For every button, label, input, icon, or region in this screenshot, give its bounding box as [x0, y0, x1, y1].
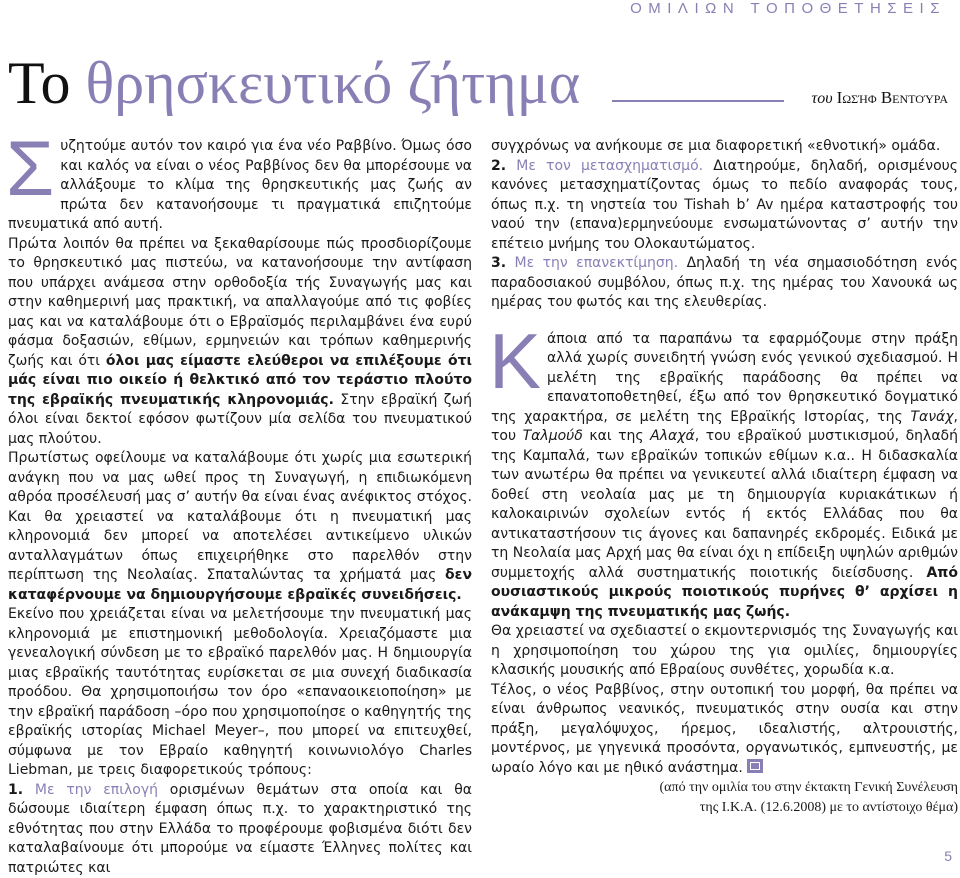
paragraph: συγχρόνως να ανήκουμε σε μια διαφορετική «εθνοτική» ομάδα.	[491, 137, 958, 157]
paragraph: Θα χρειαστεί να σχεδιαστεί ο εκμοντερνισμός της Συναγωγής και η χρησιμοποίηση του χώρου της για ομιλίες, δημιουργίες κλασικής μουσικής από Εβραίους συνθέτες, χορωδία κ.α.	[491, 622, 958, 681]
end-mark-icon	[747, 759, 763, 773]
paragraph: Κάποια από τα παραπάνω τα εφαρμόζουμε στην πράξη αλλά χωρίς συνειδητή γνώση ενός γενικού σχεδιασμού. Η μελέτη της εβραϊκής παράδοσης θα πρέπει να επανατοποθετηθεί, έξω από τον θρησκευτικό δογματικό της χαρακτήρα, σε μελέτη της Εβραϊκής Ιστορίας, της Τανάχ, του Ταλμούδ και της Αλαχά, του εβραϊκού μυστικισμού, δηλαδή της Καμπαλά, των εβραϊκών τοπικών εθίμων κ.α.. Η διδασκαλία των ανωτέρω θα πρέπει να γενικευτεί αλλά ιδιαίτερη έμφαση να δοθεί στη νεολαία μας με τη δημιουργία κυριακάτικων ή καλοκαιρινών σχολείων εντός ή εκτός Ελλάδας που θα αντικαταστήσουν τις άγονες και δαπανηρές εκδρομές. Ειδικά με τη Νεολαία μας Αρχή μας θα είναι όχι η επίδειξη υψηλών αριθμών συμμετοχής αλλά συστηματικής ποιοτικής διείσδυσης. Από ουσιαστικούς μικρούς ποιοτικούς πυρήνες θ’ αρχίσει η ανάκαμψη της πνευματικής μας ζωής.	[491, 330, 958, 623]
page-number: 5	[944, 848, 952, 864]
numbered-item: 1. Με την επιλογή ορισμένων θεμάτων στα οποία και θα δώσουμε ιδιαίτερη έμφαση όπως π.χ. το χαρακτηριστικό της εθνότητας που στην Ελλάδα το προφέρουμε φοβισμένα διότι δεν καταλαβαίνουμε ότι μπορούμε να είμαστε Έλληνες πολίτες και πατριώτες και	[8, 781, 472, 878]
title-word-2: θρησκευτικό	[86, 50, 393, 116]
item-heading: Με τον μετασχηματισμό.	[516, 158, 703, 174]
article-column-right	[491, 137, 958, 818]
numbered-item: 2. Με τον μετασχηματισμό. Διατηρούμε, δηλαδή, ορισμένους κανόνες μετασχηματίζοντας όμως το πεδίο αναφοράς τους, όπως π.χ. τη νηστεία του Tishah b’ Av ημέρα καταστροφής του ναού την (επανα)ερμηνεύουμε ενσωματώνοντας σ’ αυτήν την επέτειο μνήμης του Ολοκαυτώματος.	[491, 157, 958, 255]
title-word-1: Το	[8, 50, 71, 116]
source-line: της Ι.Κ.Α. (12.6.2008) με το αντίστοιχο θέμα)	[491, 798, 958, 818]
paragraph: Τέλος, ο νέος Ραββίνος, στην ουτοπική του μορφή, θα πρέπει να είναι άνθρωπος νεανικός, πνευματικός στην ουσία και στην πράξη, μεγαλόψυχος, ήρεμος, ιδεαλιστής, αλτρουιστής, μοντέρνος, με γηγενικά προσόντα, οργανωτικός, εμπνευστής, με ωραίο λόγο και με ηθικό ανάστημα.	[491, 681, 958, 779]
drop-cap: Σ	[6, 139, 54, 197]
title-word-3: ζήτημα	[407, 50, 580, 116]
source-note	[491, 778, 958, 818]
drop-cap: Κ	[489, 332, 541, 390]
paragraph: Πρώτα λοιπόν θα πρέπει να ξεκαθαρίσουμε πώς προσδιορίζουμε το θρησκευτικό μας πιστεύω, να κατανοήσουμε την αντίφαση που υπάρχει ανάμεσα στην ορθοδοξία τής Συναγωγής μας και στην καθημερινή μας πρακτική, να απαλλαγούμε από τις φοβίες μας και να καταλάβουμε ότι ο Εβραϊσμός περιλαμβάνει ένα ευρύ φάσμα δοξασιών, εθίμων, ερμηνειών και τρόπων καθημερινής ζωής και ότι όλοι μας είμαστε ελεύθεροι να επιλέξουμε ότι μάς είναι πιο οικείο ή θελκτικό από τον τεράστιο πλούτο της εβραϊκής πνευματικής κληρονομιάς. Στην εβραϊκή ζωή όλοι είναι δεκτοί εφόσον φωτίζουν μία σελίδα του πνευματικού μας πλούτου.	[8, 235, 472, 450]
author-prefix: του	[811, 90, 832, 107]
author-name: Ιωσήφ Βεντούρα	[837, 88, 948, 107]
article-title	[8, 50, 580, 116]
paragraph: Συζητούμε αυτόν τον καιρό για ένα νέο Ραββίνο. Όμως όσο και καλός να είναι ο νέος Ραββίνος δεν θα μπορέσουμε να αλλάξουμε το κλίμα της θρησκευτικής μας ζωής αν πρώτα δεν κατανοήσουμε τι πραγματικά επιζητούμε πνευματικά από αυτή.	[8, 137, 472, 235]
item-heading: Με την επιλογή	[35, 782, 158, 798]
paragraph: Πρωτίστως οφείλουμε να καταλάβουμε ότι χωρίς μια εσωτερική ανάγκη που να μας ωθεί προς τη Συναγωγή, η επιδιωκόμενη αθρόα προσέλευσή μας σ’ αυτήν θα είναι ένας ανέφικτος στόχος. Και θα χρειαστεί να καταλάβουμε ότι η πνευματική μας κληρονομιά δεν μπορεί να αποτελέσει αντικείμενο υλικών ανταλλαγμάτων όπως επιχειρήθηκε στο παρελθόν στην περίπτωση της Νεολαίας. Σπαταλώντας τα χρήματά μας δεν καταφέρνουμε να δημιουργήσουμε εβραϊκές συνειδήσεις.	[8, 449, 472, 605]
paragraph: Εκείνο που χρειάζεται είναι να μελετήσουμε την πνευματική μας κληρονομιά με επιστημονική μεθοδολογία. Χρειαζόμαστε μια γενεαλογική σύνδεση με το εβραϊκό παρελθόν μας. Η δημιουργία μιας εβραϊκής ταυτότητας ευρίσκεται σε μια συνεχή διαδικασία προόδου. Θα χρησιμοποιήσω τον όρο «επαναοικειοποίηση» με την εβραϊκή παράδοση –όρο που χρησιμοποίησε ο καθηγητής της εβραϊκής ιστορίας Michael Meyer–, που μπορεί να επιτευχθεί, σύμφωνα με τον Εβραίο καθηγητή κοινωνιολόγο Charles Liebman, με τρεις διαφορετικούς τρόπους:	[8, 605, 472, 781]
source-line: (από την ομιλία του στην έκτακτη Γενική Συνέλευση	[491, 778, 958, 798]
author-byline	[811, 88, 948, 108]
numbered-item: 3. Με την επανεκτίμηση. Δηλαδή τη νέα σημασιοδότηση ενός παραδοσιακού συμβόλου, όπως π.χ. της ημέρας του Χανουκά ως ημέρας του φωτός και της ελευθερίας.	[491, 254, 958, 313]
article-column-left	[8, 137, 472, 878]
title-rule	[612, 100, 784, 102]
item-heading: Με την επανεκτίμηση.	[515, 255, 679, 271]
section-header: ΟΜΙΛΙΩΝ ΤΟΠΟΘΕΤΗΣΕΙΣ	[630, 0, 946, 17]
